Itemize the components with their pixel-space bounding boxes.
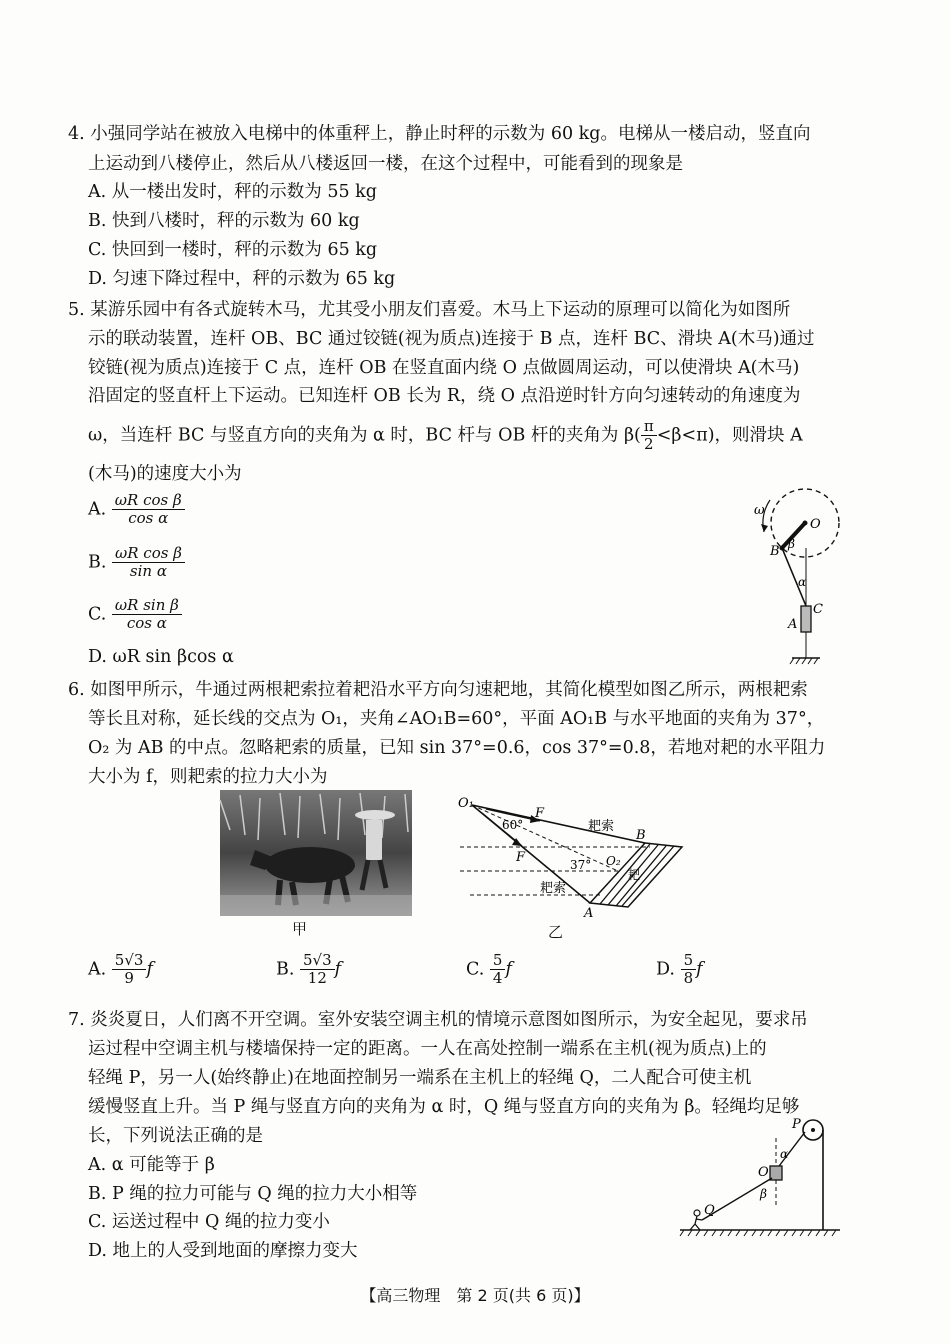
q5-option-b: B. $\frac{\text{ωR cos β}}{\text{sin α}}$: [88, 545, 185, 581]
q6-harrow-model-figure: [450, 795, 695, 920]
q5-pivot-o: [803, 521, 808, 526]
q4-stem-line1: 4. 小强同学站在被放入电梯中的体重秤上，静止时秤的示数为 60 kg。电梯从一楼启动，竖直向: [68, 124, 811, 144]
q6-rope-ob: [472, 805, 645, 843]
q7-option-c: C. 运送过程中 Q 绳的拉力变小: [88, 1212, 330, 1232]
q5-line5-end: <β<π)，则滑块 A: [656, 425, 803, 446]
q7-option-a: A. α 可能等于 β: [88, 1155, 215, 1175]
q6-label-a: A: [584, 906, 594, 921]
q7-option-b: B. P 绳的拉力可能与 Q 绳的拉力大小相等: [88, 1184, 418, 1204]
q5-option-b-fraction: $\frac{\text{ωR cos β}}{\text{sin α}}$: [112, 545, 185, 581]
q7-ground-hatch: [680, 1230, 836, 1236]
q6-stem-line1: 6. 如图甲所示，牛通过两根耙索拉着耙沿水平方向匀速耙地，其简化模型如图乙所示，两根耙索: [68, 680, 808, 700]
q6-label-o2: O₂: [606, 854, 621, 868]
q6-label-o1: O₁: [458, 796, 474, 811]
q6-label-f1: F: [535, 806, 545, 821]
q5-ground-hatch: [790, 658, 818, 664]
q7-stem-line5: 长，下列说法正确的是: [88, 1126, 263, 1146]
q4-option-d: D. 匀速下降过程中，秤的示数为 65 kg: [88, 269, 396, 289]
q7-stem-line4: 缓慢竖直上升。当 P 绳与竖直方向的夹角为 α 时，Q 绳与竖直方向的夹角为 β。轻绳均足够: [88, 1097, 800, 1117]
q5-omega-arrowhead: [761, 524, 768, 532]
q5-label-omega: ω: [754, 503, 765, 518]
q7-hoisting-figure: [680, 1118, 850, 1240]
q6-ox-plowing-photo: [220, 790, 412, 916]
q6-stem-line2: 等长且对称，延长线的交点为 O₁，夹角∠AO₁B=60°，平面 AO₁B 与水平地面的夹角为 37°，: [88, 709, 825, 729]
q6-label-b: B: [636, 828, 646, 843]
q5-label-a: A: [788, 617, 798, 632]
q5-stem-line5: [88, 418, 803, 454]
q6-option-c: C. $\frac{5}{4}$ f: [466, 951, 512, 988]
q4-option-a: A. 从一楼出发时，秤的示数为 55 kg: [88, 182, 377, 202]
q7-stem-line2: 运过程中空调主机与楼墙保持一定的距离。一人在高处控制一端系在主机(视为质点)上的: [88, 1039, 767, 1059]
q5-label-beta: β: [788, 537, 795, 551]
q5-option-a-fraction: $\frac{\text{ωR cos β}}{\text{cos α}}$: [112, 492, 185, 528]
q7-label-alpha: α: [780, 1147, 789, 1161]
q5-option-d: D. ωR sin βcos α: [88, 647, 234, 667]
q5-half-pi-fraction: $\frac{\pi}{2}$: [641, 418, 657, 454]
q7-label-q: Q: [704, 1203, 715, 1218]
q6-option-b-fraction: $\frac{5√3}{12}$: [300, 952, 335, 988]
q6-option-a-fraction: $\frac{5√3}{9}$: [112, 952, 147, 988]
q5-stem-line6: (木马)的速度大小为: [88, 464, 242, 484]
q6-label-rope-top: 耙索: [588, 819, 615, 834]
q6-label-rope-bottom: 耙索: [540, 881, 567, 896]
q4-option-c: C. 快回到一楼时，秤的示数为 65 kg: [88, 240, 378, 260]
q6-caption-jia: 甲: [292, 920, 308, 938]
q5-option-c: C. $\frac{\text{ωR sin β}}{\text{cos α}}$: [88, 597, 182, 633]
page-footer: 【高三物理 第 2 页(共 6 页)】: [360, 1286, 590, 1305]
q6-caption-yi: 乙: [548, 923, 564, 941]
q4-stem-line2: 上运动到八楼停止，然后从八楼返回一楼，在这个过程中，可能看到的现象是: [88, 154, 683, 174]
q6-label-harrow: 耙: [628, 868, 641, 882]
q7-person-body: [690, 1216, 702, 1230]
q6-option-b: B. $\frac{5√3}{12}$ f: [276, 951, 342, 988]
q5-stem-line1: 5. 某游乐园中有各式旋转木马，尤其受小朋友们喜爱。木马上下运动的原理可以简化为如图所: [68, 300, 791, 320]
q6-midline: [472, 805, 618, 871]
q6-label-60: 60°: [502, 818, 524, 832]
q7-person-head: [694, 1210, 700, 1216]
q5-linkage-figure: [740, 488, 850, 668]
q5-stem-line4: 沿固定的竖直杆上下运动。已知连杆 OB 长为 R，绕 O 点沿逆时针方向匀速转动的角速度为: [88, 386, 801, 406]
q7-label-beta: β: [760, 1187, 767, 1201]
q5-option-a: A. $\frac{\text{ωR cos β}}{\text{cos α}}$: [88, 492, 185, 528]
q7-stem-line1: 7. 炎炎夏日，人们离不开空调。室外安装空调主机的情境示意图如图所示，为安全起见，要求吊: [68, 1010, 808, 1030]
q6-stem-line3: O₂ 为 AB 的中点。忽略耙索的质量，已知 sin 37°=0.6，cos 37°=0.8，若地对耙的水平阻力: [88, 738, 826, 758]
q6-option-a: A. $\frac{5√3}{9}$ f: [88, 951, 153, 988]
q5-line5-start: ω，当连杆 BC 与竖直方向的夹角为 α 时，BC 杆与 OB 杆的夹角为 β(: [88, 425, 641, 446]
q7-label-o: O: [758, 1165, 769, 1180]
q5-label-o: O: [810, 517, 821, 532]
q6-label-f2: F: [516, 850, 526, 865]
q5-label-b: B: [770, 544, 780, 559]
q7-stem-line3: 轻绳 P，另一人(始终静止)在地面控制另一端系在主机上的轻绳 Q，二人配合可使主机: [88, 1068, 752, 1088]
q7-option-d: D. 地上的人受到地面的摩擦力变大: [88, 1241, 358, 1261]
q6-option-d: D. $\frac{5}{8}$ f: [656, 951, 703, 988]
q7-label-p: P: [792, 1117, 801, 1132]
q5-stem-line2: 示的联动装置，连杆 OB、BC 通过铰链(视为质点)连接于 B 点，连杆 BC、滑块 A(木马)通过: [88, 329, 815, 349]
q6-option-d-fraction: $\frac{5}{8}$: [681, 952, 697, 988]
q5-label-c: C: [813, 602, 823, 617]
q5-label-alpha: α: [798, 575, 807, 589]
q6-option-c-fraction: $\frac{5}{4}$: [490, 952, 506, 988]
q6-label-37: 37°: [570, 858, 592, 872]
q6-stem-line4: 大小为 f，则耙索的拉力大小为: [88, 767, 328, 787]
q5-stem-line3: 铰链(视为质点)连接于 C 点，连杆 OB 在竖直面内绕 O 点做圆周运动，可以使滑块 A(木马): [88, 358, 800, 378]
q5-option-c-fraction: $\frac{\text{ωR sin β}}{\text{cos α}}$: [112, 597, 182, 633]
q5-slider-a: [801, 606, 811, 632]
q4-option-b: B. 快到八楼时，秤的示数为 60 kg: [88, 211, 360, 231]
